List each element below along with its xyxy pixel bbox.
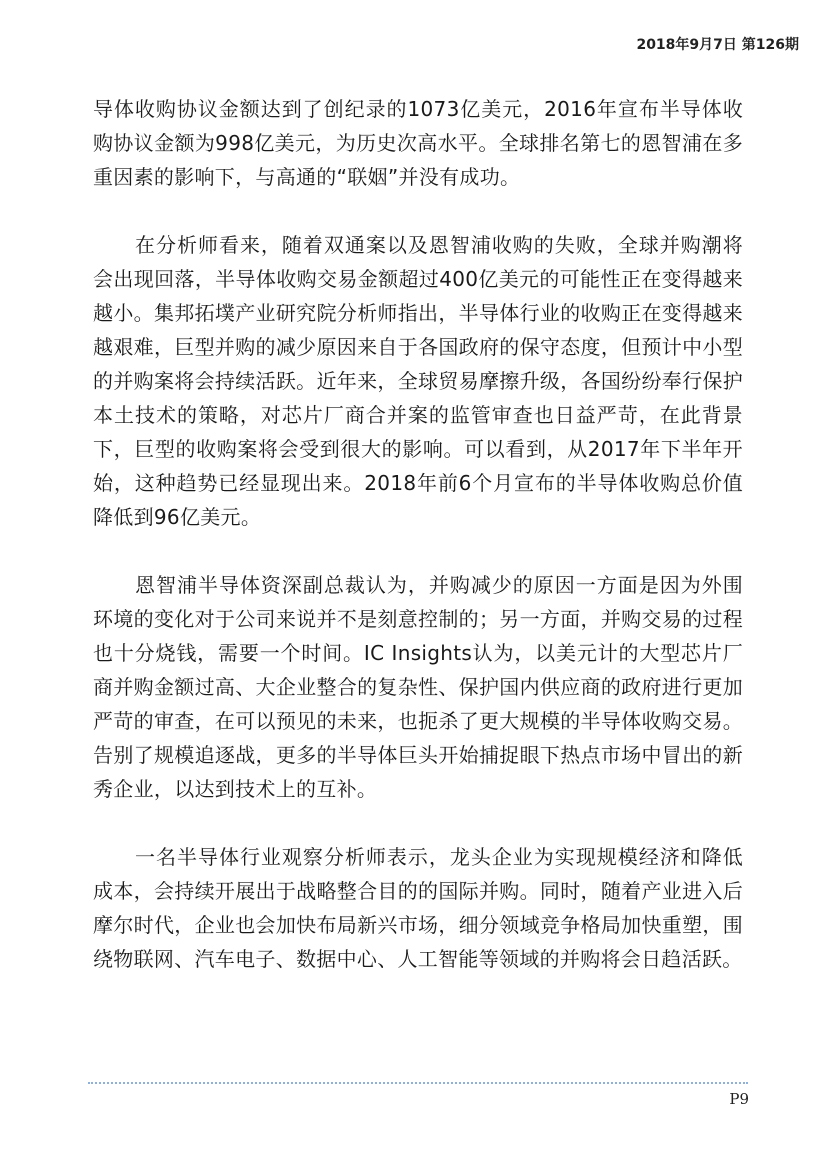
article-body	[93, 92, 743, 1010]
footer-divider	[88, 1082, 748, 1084]
header-date-issue: 2018年9月7日 第126期	[636, 37, 799, 53]
page-number: P9	[729, 1090, 749, 1108]
article-paragraph: 导体收购协议金额达到了创纪录的1073亿美元，2016年宣布半导体收购协议金额为998亿美元，为历史次高水平。全球排名第七的恩智浦在多重因素的影响下，与高通的“联姻”并没有成功。	[93, 97, 743, 189]
article-paragraph: 一名半导体行业观察分析师表示，龙头企业为实现规模经济和降低成本，会持续开展出于战略整合目的的国际并购。同时，随着产业进入后摩尔时代，企业也会加快布局新兴市场，细分领域竞争格局加快重塑，围绕物联网、汽车电子、数据中心、人工智能等领域的并购将会日趋活跃。	[93, 845, 743, 971]
article-paragraph: 恩智浦半导体资深副总裁认为，并购减少的原因一方面是因为外围环境的变化对于公司来说并不是刻意控制的；另一方面，并购交易的过程也十分烧钱，需要一个时间。IC Insights认为，以美元计的大型芯片厂商并购金额过高、大企业整合的复杂性、保护国内供应商的政府进行更加严苛的审查，在可以预见的未来，也扼杀了更大规模的半导体收购交易。告别了规模追逐战，更多的半导体巨头开始捕捉眼下热点市场中冒出的新秀企业，以达到技术上的互补。	[93, 573, 743, 801]
article-paragraph: 在分析师看来，随着双通案以及恩智浦收购的失败，全球并购潮将会出现回落，半导体收购交易金额超过400亿美元的可能性正在变得越来越小。集邦拓墣产业研究院分析师指出，半导体行业的收购正在变得越来越艰难，巨型并购的减少原因来自于各国政府的保守态度，但预计中小型的并购案将会持续活跃。近年来，全球贸易摩擦升级，各国纷纷奉行保护本土技术的策略，对芯片厂商合并案的监管审查也日益严苛，在此背景下，巨型的收购案将会受到很大的影响。可以看到，从2017年下半年开始，这种趋势已经显现出来。2018年前6个月宣布的半导体收购总价值降低到96亿美元。	[93, 233, 743, 529]
